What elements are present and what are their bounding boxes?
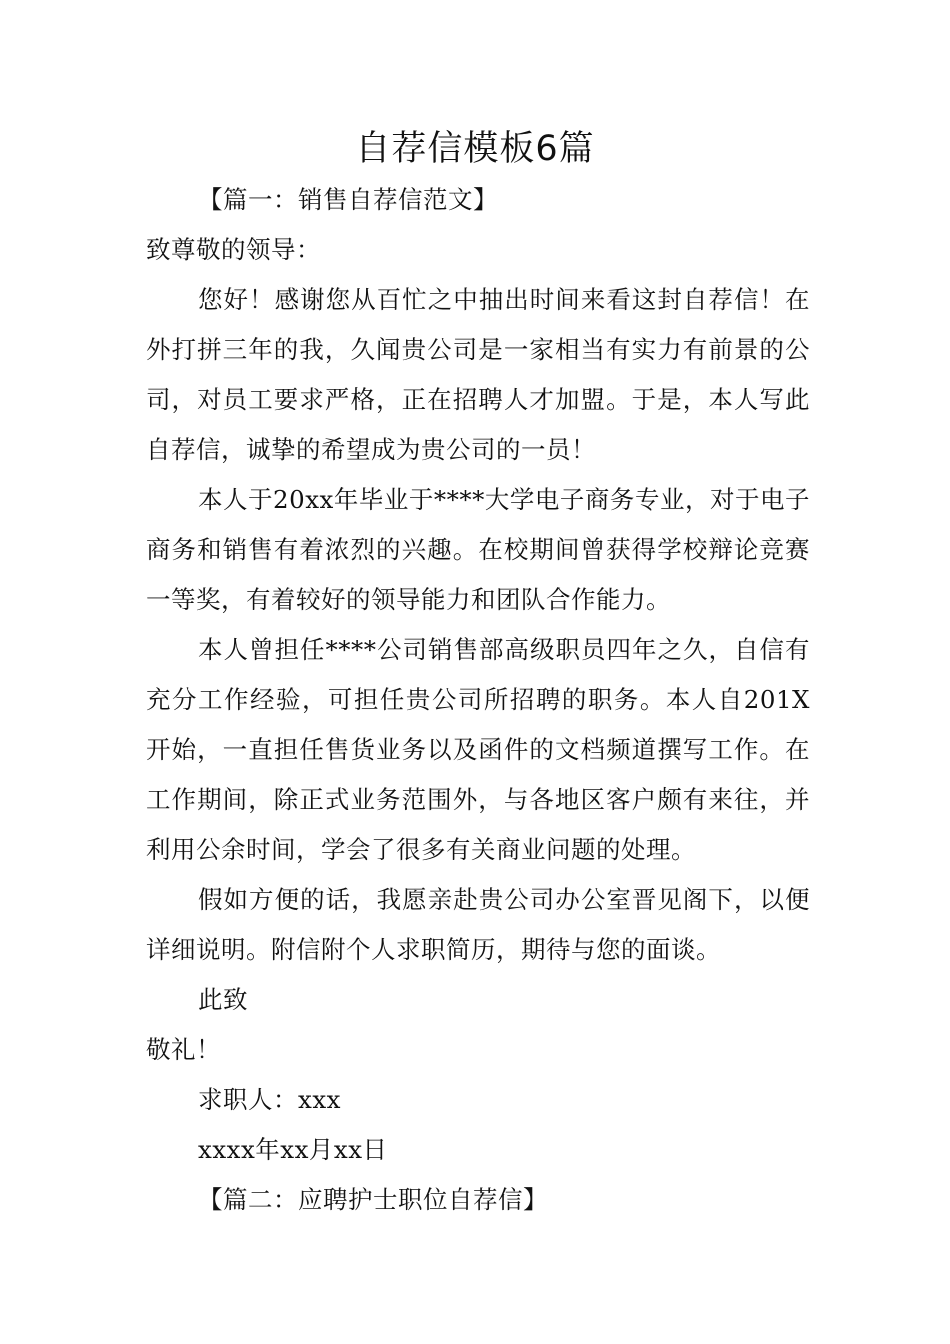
section-heading-2: 【篇二：应聘护士职位自荐信】 bbox=[198, 1185, 548, 1214]
salutation: 致尊敬的领导： bbox=[146, 235, 321, 264]
date: xxxx年xx月xx日 bbox=[198, 1135, 388, 1164]
signature: 求职人：xxx bbox=[198, 1085, 341, 1114]
closing-line-1: 此致 bbox=[198, 985, 248, 1014]
closing-line-2: 敬礼！ bbox=[146, 1035, 221, 1064]
letter-body bbox=[146, 175, 810, 1225]
paragraph-request: 假如方便的话，我愿亲赴贵公司办公室晋见阁下，以便详细说明。附信附个人求职简历，期待与您的面谈。 bbox=[146, 885, 810, 964]
paragraph-education: 本人于20xx年毕业于****大学电子商务专业，对于电子商务和销售有着浓烈的兴趣。在校期间曾获得学校辩论竞赛一等奖，有着较好的领导能力和团队合作能力。 bbox=[146, 485, 810, 614]
paragraph-experience: 本人曾担任****公司销售部高级职员四年之久，自信有充分工作经验，可担任贵公司所招聘的职务。本人自201X开始，一直担任售货业务以及函件的文档频道撰写工作。在工作期间，除正式业务范围外，与各地区客户颇有来往，并利用公余时间，学会了很多有关商业问题的处理。 bbox=[146, 635, 810, 864]
section-heading-1: 【篇一：销售自荐信范文】 bbox=[198, 185, 498, 214]
page-title: 自荐信模板6篇 bbox=[355, 129, 595, 169]
paragraph-greeting: 您好！感谢您从百忙之中抽出时间来看这封自荐信！在外打拼三年的我，久闻贵公司是一家相当有实力有前景的公司，对员工要求严格，正在招聘人才加盟。于是，本人写此自荐信，诚挚的希望成为贵公司的一员！ bbox=[146, 285, 810, 464]
